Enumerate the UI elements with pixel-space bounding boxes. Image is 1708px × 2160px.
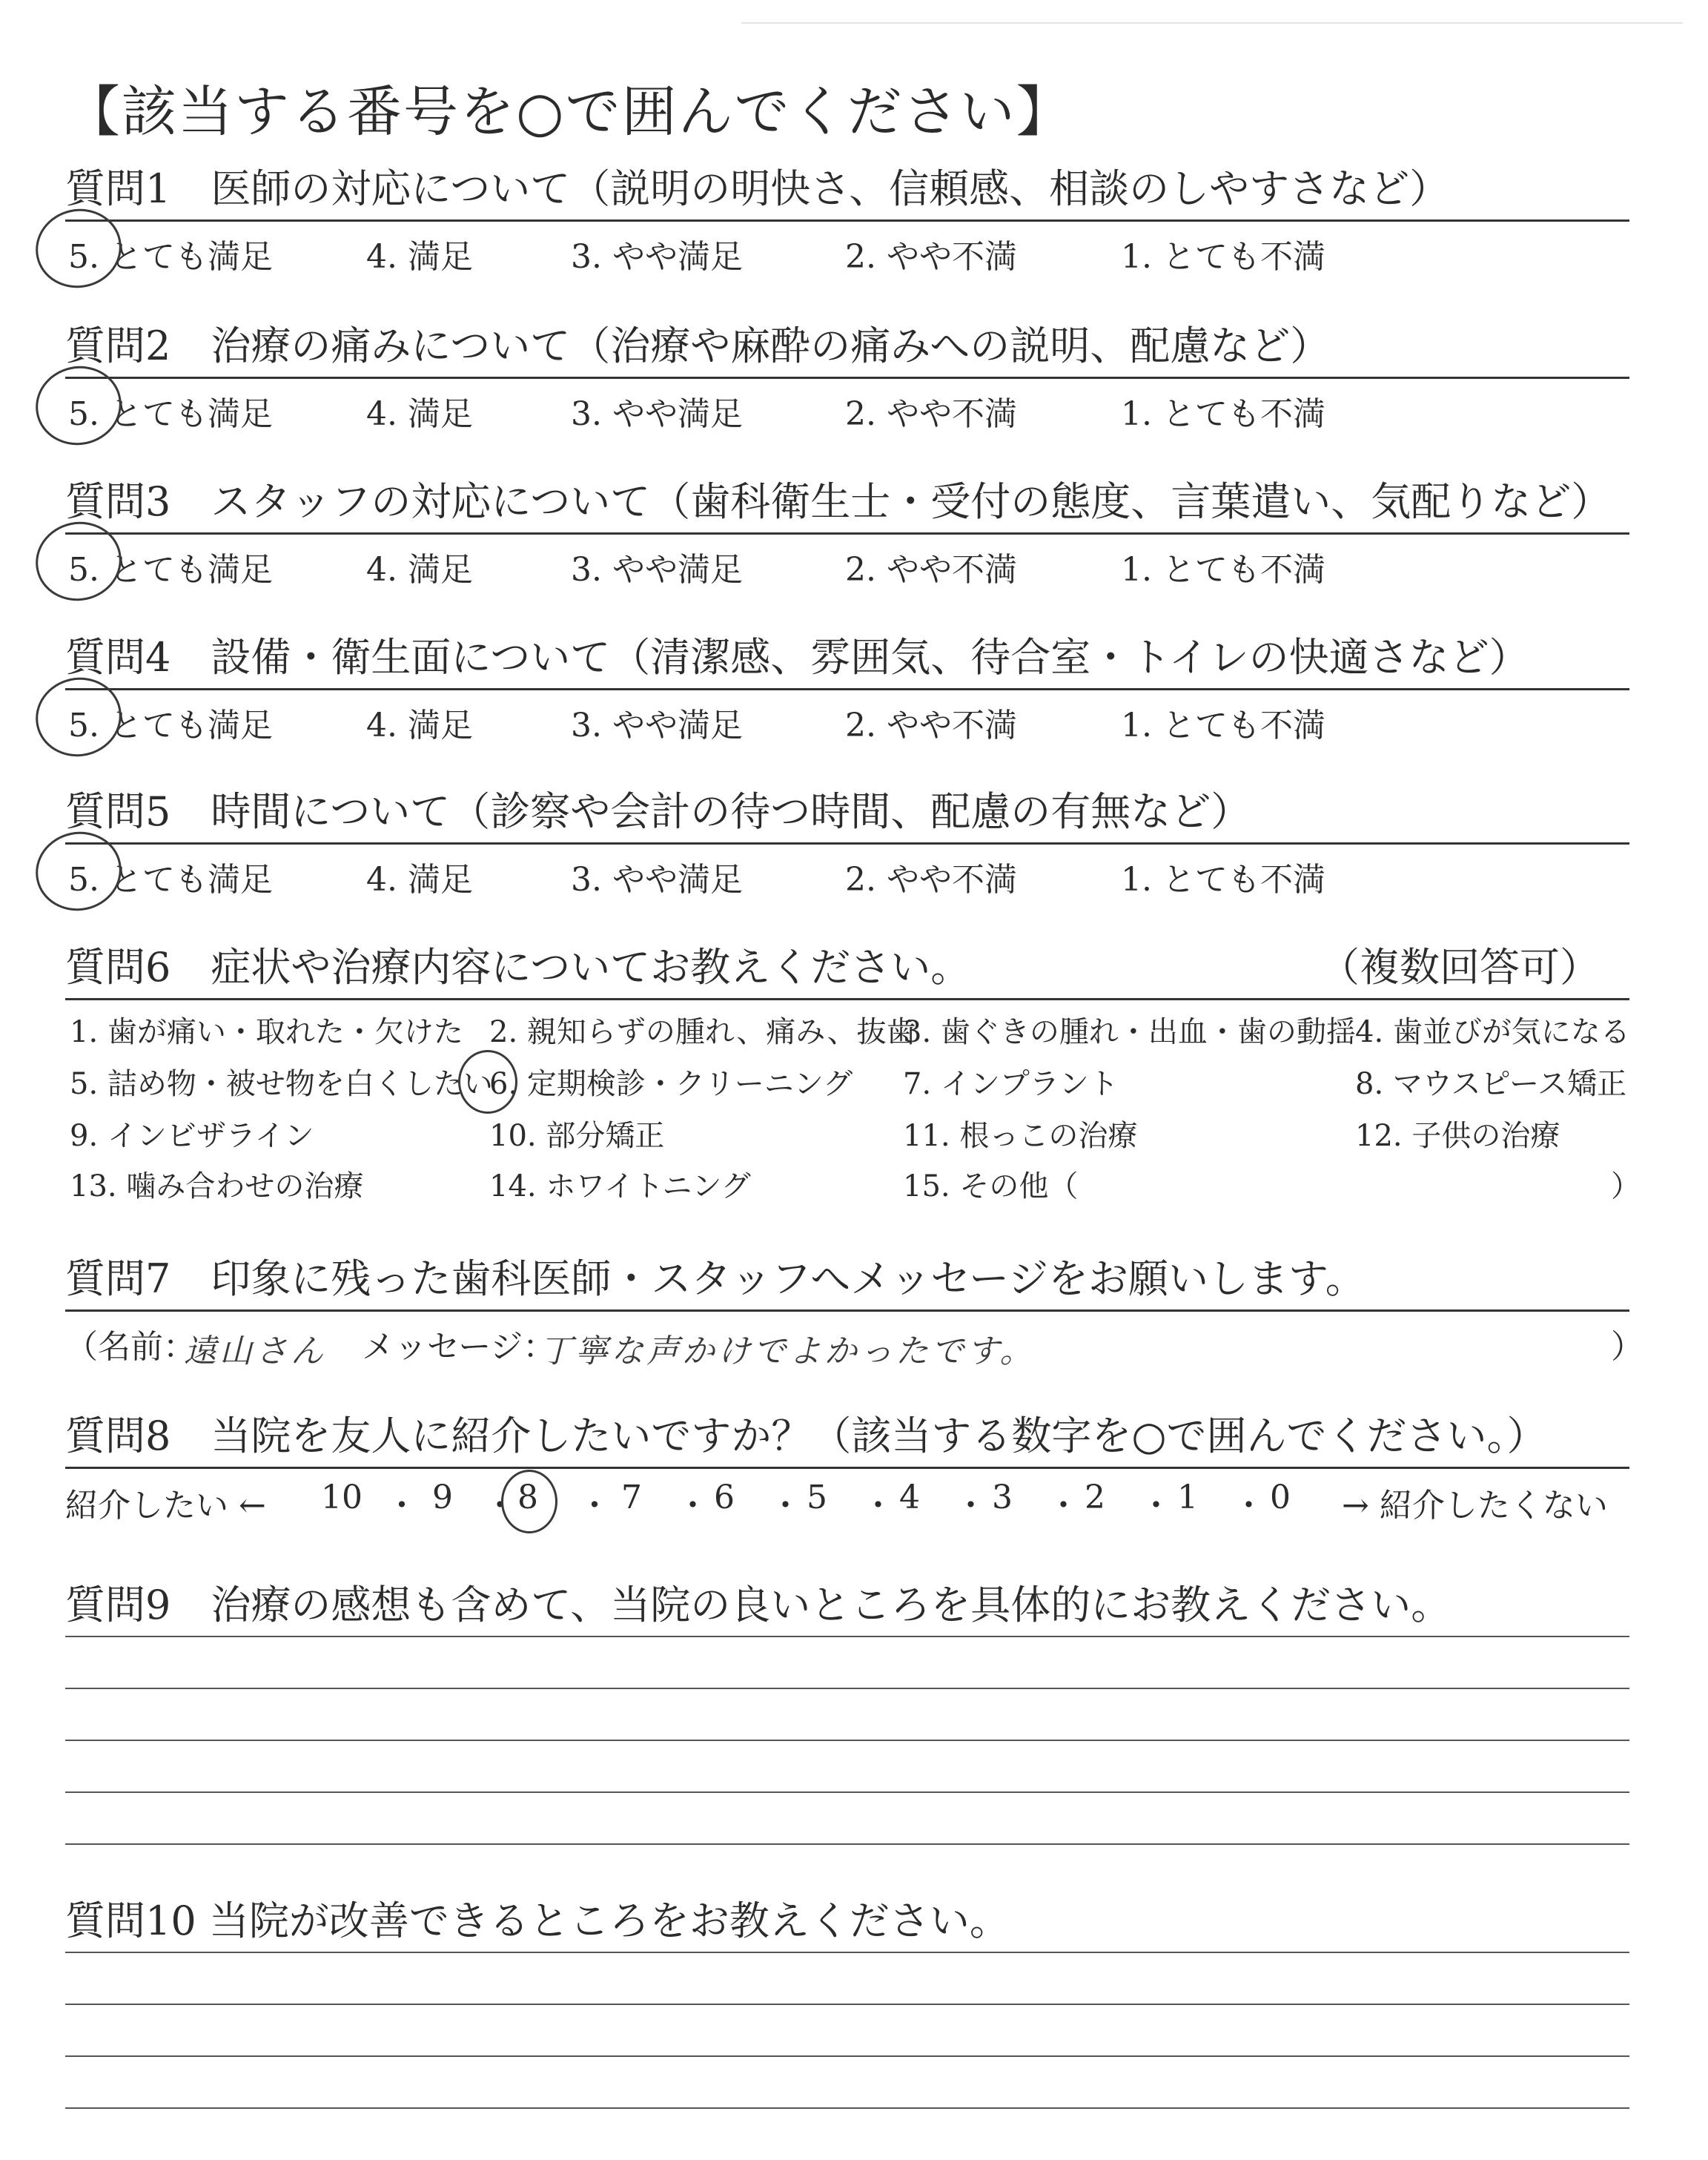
recommend-score[interactable]: 4 <box>899 1479 920 1516</box>
name-label: （名前： <box>65 1328 196 1366</box>
symptom-option[interactable]: 13. 噛み合わせの治療 <box>70 1169 364 1203</box>
scale-separator: ・ <box>1047 1487 1080 1525</box>
answer-line <box>65 1636 1629 1637</box>
rating-option[interactable]: 1. とても不満 <box>1121 395 1325 433</box>
scale-separator: ・ <box>861 1487 895 1525</box>
handwritten-selection-circle <box>28 201 129 296</box>
question-7-rule <box>65 1309 1629 1312</box>
answer-line <box>65 1791 1629 1793</box>
scale-separator: ・ <box>578 1487 611 1525</box>
answer-line <box>65 2107 1629 2109</box>
recommend-score[interactable]: 5 <box>807 1479 827 1516</box>
page-heading: 【該当する番号を○で囲んでください】 <box>65 80 1073 144</box>
scale-separator: ・ <box>769 1487 802 1525</box>
rating-option[interactable]: 2. やや不満 <box>845 861 1017 899</box>
rating-option[interactable]: 5. とても満足 <box>68 238 273 276</box>
rating-option[interactable]: 3. やや満足 <box>571 707 743 744</box>
scale-separator: ・ <box>1232 1487 1265 1525</box>
rating-option[interactable]: 1. とても不満 <box>1121 238 1325 276</box>
recommend-score[interactable]: 8 <box>517 1479 538 1516</box>
handwritten-selection-circle <box>28 514 129 609</box>
answer-line <box>65 1843 1629 1845</box>
rating-option[interactable]: 3. やや満足 <box>571 395 743 433</box>
answer-line <box>65 1952 1629 1953</box>
question-3-title: 質問3 スタッフの対応について（歯科衛生士・受付の態度、言葉遣い、気配りなど） <box>65 478 1612 525</box>
question-rule <box>65 219 1629 222</box>
symptom-option[interactable]: 11. 根っこの治療 <box>903 1119 1138 1153</box>
answer-line <box>65 2055 1629 2057</box>
handwritten-selection-circle <box>28 670 129 764</box>
question-1-title: 質問1 医師の対応について（説明の明快さ、信頼感、相談のしやすさなど） <box>65 165 1450 212</box>
symptom-option[interactable]: 4. 歯並びが気になる <box>1355 1015 1630 1049</box>
recommend-score[interactable]: 10 <box>321 1479 363 1516</box>
rating-option[interactable]: 5. とても満足 <box>68 707 273 744</box>
rating-option[interactable]: 2. やや不満 <box>845 551 1017 589</box>
recommend-right-label: → 紹介したくない <box>1342 1487 1608 1525</box>
recommend-score[interactable]: 6 <box>714 1479 735 1516</box>
rating-option[interactable]: 2. やや不満 <box>845 238 1017 276</box>
question-10-title: 質問10 当院が改善できるところをお教えください。 <box>65 1898 1010 1944</box>
rating-options <box>65 543 1629 587</box>
recommend-score[interactable]: 7 <box>621 1479 642 1516</box>
question-7 <box>65 1253 1644 1370</box>
question-rule <box>65 688 1629 690</box>
handwritten-message: 丁寧な声かけでよかったです。 <box>540 1332 1036 1370</box>
scan-edge-line <box>741 22 1683 24</box>
rating-option[interactable]: 4. 満足 <box>366 238 473 276</box>
question-8 <box>65 1410 1629 1525</box>
message-close-paren: ） <box>1611 1328 1644 1366</box>
handwritten-name: 遠山さん <box>184 1332 326 1370</box>
question-6-note: （複数回答可） <box>1320 944 1600 991</box>
rating-option[interactable]: 4. 満足 <box>366 395 473 433</box>
rating-option[interactable]: 4. 満足 <box>366 861 473 899</box>
answer-line <box>65 1688 1629 1689</box>
question-2-title: 質問2 治療の痛みについて（治療や麻酔の痛みへの説明、配慮など） <box>65 323 1331 369</box>
recommend-left-label: 紹介したい ← <box>65 1487 266 1525</box>
rating-options <box>65 387 1629 432</box>
message-label: メッセージ： <box>362 1328 556 1366</box>
question-1 <box>65 163 1629 282</box>
rating-option[interactable]: 5. とても満足 <box>68 551 273 589</box>
recommend-score[interactable]: 2 <box>1085 1479 1105 1516</box>
symptom-option[interactable]: 5. 詰め物・被せ物を白くしたい <box>70 1067 493 1101</box>
question-10 <box>65 1895 1629 2155</box>
question-3 <box>65 476 1629 595</box>
rating-option[interactable]: 5. とても満足 <box>68 861 273 899</box>
symptom-option[interactable]: 3. 歯ぐきの腫れ・出血・歯の動揺 <box>903 1015 1356 1049</box>
rating-options <box>65 853 1629 897</box>
handwritten-selection-circle <box>458 1050 517 1114</box>
scale-separator: ・ <box>1139 1487 1173 1525</box>
question-rule <box>65 377 1629 379</box>
rating-option[interactable]: 1. とても不満 <box>1121 707 1325 744</box>
question-6-title: 質問6 症状や治療内容についてお教えください。 <box>65 944 971 991</box>
question-rule <box>65 532 1629 535</box>
question-9 <box>65 1579 1629 1846</box>
symptom-option[interactable]: 10. 部分矯正 <box>489 1119 665 1153</box>
rating-option[interactable]: 1. とても不満 <box>1121 861 1325 899</box>
recommend-score[interactable]: 0 <box>1270 1479 1291 1516</box>
question-8-title: 質問8 当院を友人に紹介したいですか？（該当する数字を○で囲んでください。） <box>65 1413 1547 1459</box>
question-5-title: 質問5 時間について（診察や会計の待つ時間、配慮の有無など） <box>65 788 1251 835</box>
rating-option[interactable]: 3. やや満足 <box>571 861 743 899</box>
scale-separator: ・ <box>483 1487 517 1525</box>
scale-separator: ・ <box>676 1487 709 1525</box>
question-4 <box>65 632 1629 750</box>
rating-option[interactable]: 2. やや不満 <box>845 395 1017 433</box>
question-2 <box>65 320 1629 439</box>
rating-option[interactable]: 5. とても満足 <box>68 395 273 433</box>
question-5 <box>65 786 1629 905</box>
rating-option[interactable]: 4. 満足 <box>366 551 473 589</box>
rating-options <box>65 230 1629 274</box>
recommend-score[interactable]: 1 <box>1177 1479 1198 1516</box>
question-rule <box>65 842 1629 845</box>
rating-option[interactable]: 3. やや満足 <box>571 238 743 276</box>
handwritten-selection-circle <box>28 358 129 453</box>
scale-separator: ・ <box>385 1487 418 1525</box>
answer-line <box>65 2004 1629 2005</box>
symptom-option[interactable]: 6. 定期検診・クリーニング <box>489 1067 853 1101</box>
handwritten-selection-circle <box>501 1470 557 1533</box>
answer-line <box>65 1740 1629 1741</box>
symptom-option[interactable]: 1. 歯が痛い・取れた・欠けた <box>70 1015 463 1049</box>
rating-option[interactable]: 4. 満足 <box>366 707 473 744</box>
question-8-rule <box>65 1467 1629 1469</box>
question-4-title: 質問4 設備・衛生面について（清潔感、雰囲気、待合室・トイレの快適さなど） <box>65 634 1529 681</box>
rating-option[interactable]: 3. やや満足 <box>571 551 743 589</box>
question-9-title: 質問9 治療の感想も含めて、当院の良いところを具体的にお教えください。 <box>65 1582 1452 1628</box>
symptom-option[interactable]: 9. インビザライン <box>70 1119 314 1153</box>
recommend-score[interactable]: 3 <box>992 1479 1013 1516</box>
symptom-option[interactable]: 12. 子供の治療 <box>1355 1119 1560 1153</box>
recommend-score[interactable]: 9 <box>432 1479 453 1516</box>
scale-separator: ・ <box>954 1487 987 1525</box>
rating-options <box>65 698 1629 743</box>
question-6 <box>65 942 1641 1209</box>
question-6-rule <box>65 998 1629 1000</box>
symptom-option[interactable]: 8. マウスピース矯正 <box>1355 1067 1627 1101</box>
rating-option[interactable]: 2. やや不満 <box>845 707 1017 744</box>
other-close-paren: ） <box>1611 1169 1641 1203</box>
question-7-title: 質問7 印象に残った歯科医師・スタッフへメッセージをお願いします。 <box>65 1255 1366 1302</box>
symptom-option[interactable]: 14. ホワイトニング <box>489 1169 751 1203</box>
symptom-option[interactable]: 2. 親知らずの腫れ、痛み、抜歯 <box>489 1015 916 1049</box>
rating-option[interactable]: 1. とても不満 <box>1121 551 1325 589</box>
handwritten-selection-circle <box>28 824 129 919</box>
symptom-option[interactable]: 7. インプラント <box>903 1067 1119 1101</box>
symptom-option[interactable]: 15. その他（ <box>903 1169 1079 1203</box>
